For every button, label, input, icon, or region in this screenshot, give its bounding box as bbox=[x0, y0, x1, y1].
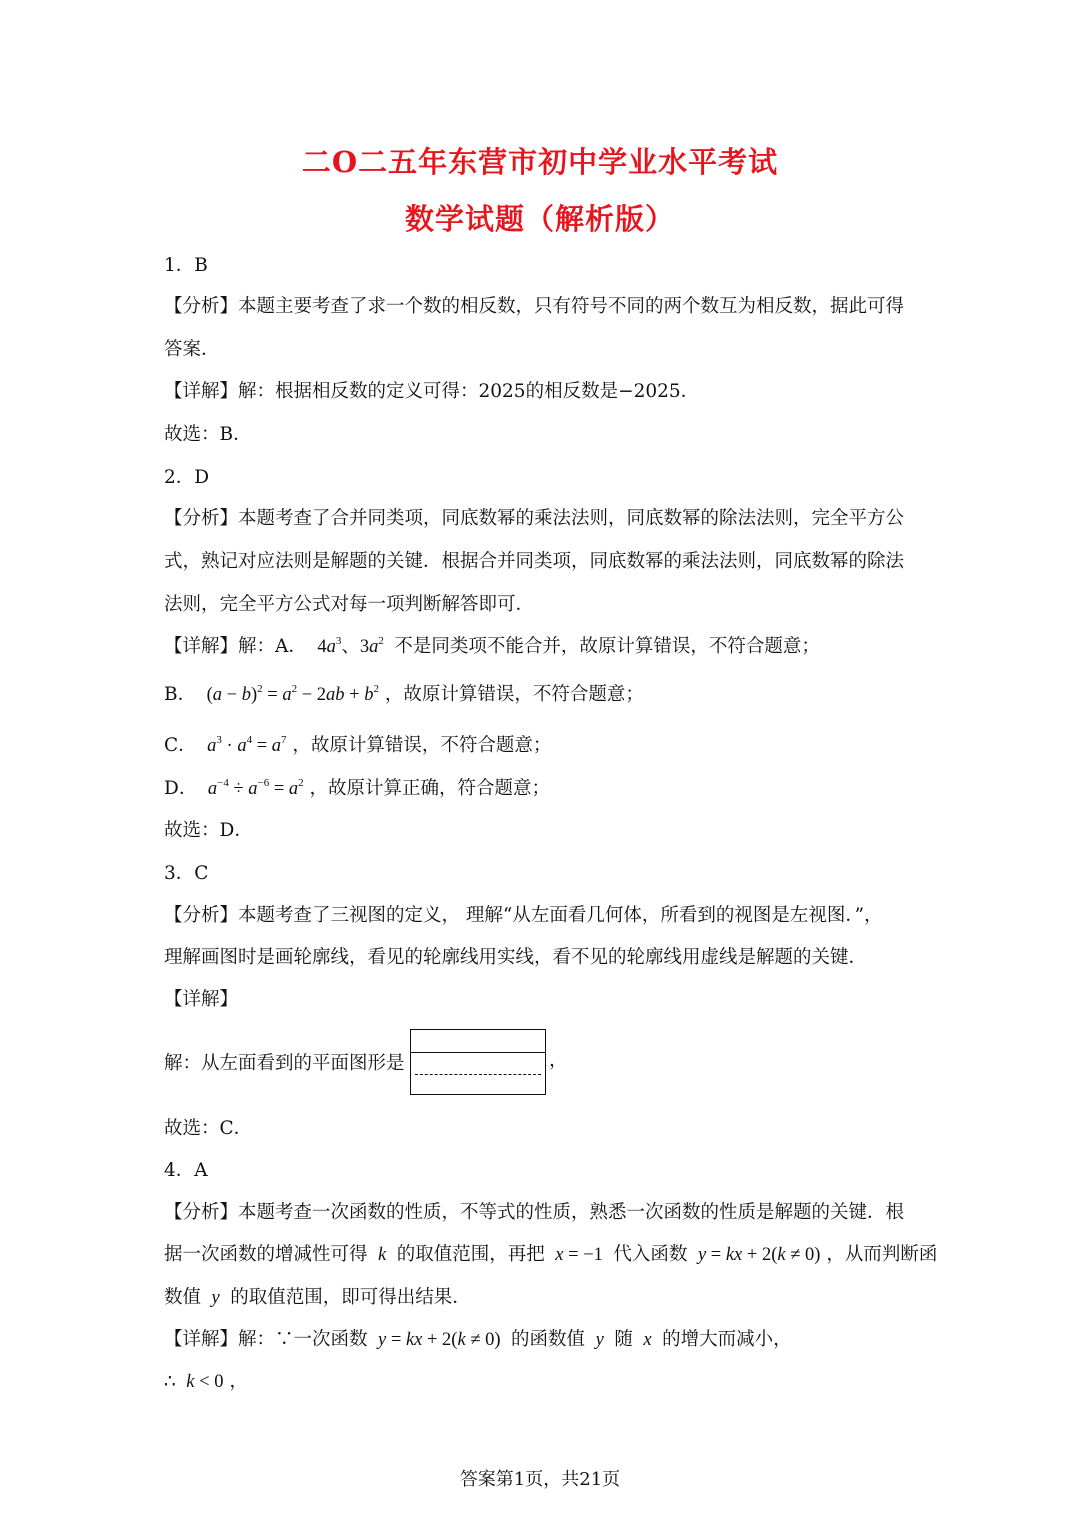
q1-analysis-line-1: 【分析】本题主要考查了求一个数的相反数，只有符号不同的两个数互为相反数，据此可得 bbox=[164, 296, 905, 317]
q2-formula-b: $(a - b)^2 = a^2 - 2ab + b^2$ bbox=[202, 683, 379, 705]
q1-detail: 【详解】解：根据相反数的定义可得：2025的相反数是−2025． bbox=[164, 381, 700, 402]
q2-option-c bbox=[164, 734, 552, 756]
q2-detail-a-tail: 不是同类项不能合并，故原计算错误，不符合题意； bbox=[394, 636, 820, 657]
q2-option-d bbox=[164, 777, 551, 799]
q2-analysis-line-3: 法则，完全平方公式对每一项判断解答即可． bbox=[164, 594, 535, 615]
q3-analysis-line-1: 【分析】本题考查了三视图的定义， 理解“从左面看几何体，所看到的视图是左视图．”， bbox=[164, 905, 883, 926]
q4-analysis-2b: 的取值范围，再把 bbox=[396, 1244, 545, 1265]
q4-detail-c: 随 bbox=[614, 1329, 633, 1350]
q1-answer: 1．B bbox=[164, 255, 208, 276]
q4-analysis-line-2 bbox=[164, 1246, 937, 1265]
q4-conclusion-prefix: ∴ bbox=[164, 1371, 176, 1392]
q2-d-prefix: D． bbox=[164, 778, 198, 799]
document-title: 二O二五年东营市初中学业水平考试 bbox=[301, 145, 779, 179]
q4-analysis-2a: 据一次函数的增减性可得 bbox=[164, 1244, 368, 1265]
q2-analysis-line-1: 【分析】本题考查了合并同类项，同底数幂的乘法法则，同底数幂的除法法则，完全平方公 bbox=[164, 508, 905, 529]
q4-detail-a: 【详解】解：∵一次函数 bbox=[164, 1329, 368, 1350]
q4-analysis-line-3 bbox=[164, 1289, 471, 1308]
left-view-dashed-line bbox=[415, 1074, 541, 1075]
left-view-figure bbox=[410, 1029, 546, 1095]
q2-answer: 2．D bbox=[164, 467, 210, 488]
q4-var-k: k bbox=[373, 1245, 391, 1265]
q4-detail-b: 的函数值 bbox=[511, 1329, 586, 1350]
q2-b-prefix: B． bbox=[164, 684, 197, 705]
left-view-solid-line bbox=[411, 1052, 545, 1053]
q4-detail bbox=[164, 1331, 792, 1350]
document-subtitle: 数学试题（解析版） bbox=[404, 202, 675, 236]
q4-analysis-3b: 的取值范围，即可得出结果． bbox=[230, 1287, 471, 1308]
q2-d-tail: ，故原计算正确，符合题意； bbox=[309, 778, 551, 799]
q3-left-view-text: 解：从左面看到的平面图形是 bbox=[164, 1053, 405, 1074]
q2-detail-prefix: 【详解】解：A． bbox=[164, 636, 307, 657]
q2-analysis-line-2: 式，熟记对应法则是解题的关键．根据合并同类项，同底数幂的乘法法则，同底数幂的除法 bbox=[164, 551, 905, 572]
q1-choice: 故选：B． bbox=[164, 424, 252, 445]
q2-c-tail: ，故原计算错误，不符合题意； bbox=[292, 735, 552, 756]
q4-detail-var-y: y bbox=[590, 1330, 609, 1350]
q4-var-y: y bbox=[206, 1288, 225, 1308]
q3-analysis-line-2: 理解画图时是画轮廓线，看见的轮廓线用实线，看不见的轮廓线用虚线是解题的关键． bbox=[164, 947, 868, 968]
q3-answer: 3．C bbox=[164, 863, 209, 884]
q2-choice: 故选：D． bbox=[164, 820, 253, 841]
q4-detail-d: 的增大而减小， bbox=[662, 1329, 792, 1350]
q2-option-b bbox=[164, 683, 644, 705]
q2-formula-d: $a^{-4} \div a^{-6} = a^2$ bbox=[207, 777, 304, 799]
q4-formula-x: x = −1 bbox=[555, 1245, 608, 1265]
q4-answer: 4．A bbox=[164, 1160, 208, 1181]
q4-detail-var-x: x bbox=[638, 1330, 657, 1350]
q3-choice: 故选：C． bbox=[164, 1118, 253, 1139]
q2-formula-c: $a^3 \cdot a^4 = a^7$ bbox=[207, 734, 287, 756]
q4-analysis-3a: 数值 bbox=[164, 1287, 202, 1308]
q4-analysis-2c: 代入函数 bbox=[613, 1244, 688, 1265]
q1-analysis-line-2: 答案． bbox=[164, 339, 220, 360]
q4-conclusion bbox=[164, 1373, 248, 1392]
q2-formula-a: $4a^3$、$3a^2$ bbox=[312, 635, 384, 657]
q2-detail-a bbox=[164, 635, 820, 657]
q4-formula-k-negative: k < 0 bbox=[186, 1372, 224, 1392]
q4-formula-function: y = kx + 2(k ≠ 0) bbox=[697, 1245, 821, 1265]
q4-analysis-line-1: 【分析】本题考查一次函数的性质，不等式的性质，熟悉一次函数的性质是解题的关键．根 bbox=[164, 1202, 905, 1223]
q4-formula-detail: y = kx + 2(k ≠ 0) bbox=[378, 1330, 506, 1350]
q2-b-tail: ，故原计算错误，不符合题意； bbox=[384, 684, 644, 705]
q3-left-view-tail: ， bbox=[549, 1050, 568, 1071]
q4-analysis-2d: ，从而判断函 bbox=[826, 1244, 938, 1265]
q4-conclusion-tail: ， bbox=[229, 1371, 248, 1392]
q3-detail: 【详解】 bbox=[164, 989, 239, 1010]
q2-c-prefix: C． bbox=[164, 735, 197, 756]
page-footer: 答案第1页，共21页 bbox=[459, 1469, 621, 1490]
